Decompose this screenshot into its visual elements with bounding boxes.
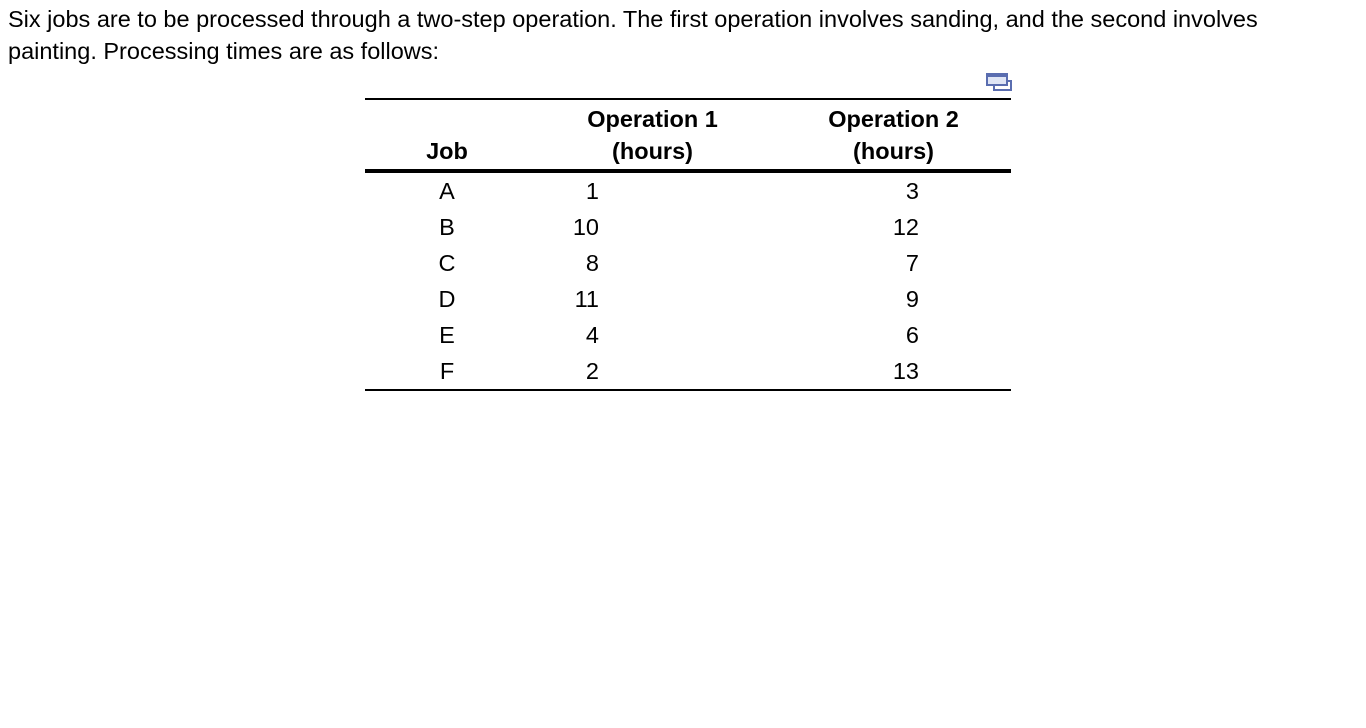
table-row: [365, 209, 1011, 245]
job-cell: B: [439, 214, 455, 240]
op2-value: 9: [905, 286, 919, 312]
problem-statement: Six jobs are to be processed through a two-step operation. The first operation involves sanding, and the second involves painting. Processing times are as follows:: [8, 6, 1258, 64]
op1-cell: [529, 353, 776, 390]
op1-cell: [529, 317, 776, 353]
popout-window-icon[interactable]: [985, 71, 1013, 93]
table-row: [365, 281, 1011, 317]
op1-cell: [529, 209, 776, 245]
job-cell: C: [438, 250, 456, 276]
header-job-label: Job: [426, 138, 468, 164]
op2-cell: [776, 281, 1011, 317]
op2-value: 3: [905, 178, 919, 204]
op2-cell: [776, 245, 1011, 281]
op1-value: 2: [585, 358, 599, 384]
op2-value: 6: [905, 322, 919, 348]
op1-cell: [529, 281, 776, 317]
op2-cell: [776, 353, 1011, 390]
job-cell: D: [438, 286, 456, 312]
header-operation-1: [529, 99, 776, 171]
table-row: [365, 171, 1011, 209]
op2-value: 7: [905, 250, 919, 276]
table-row: [365, 245, 1011, 281]
header-op2-line2: (hours): [853, 138, 934, 164]
header-operation-2: [776, 99, 1011, 171]
op1-value: 4: [585, 322, 599, 348]
header-job: [365, 99, 529, 171]
job-cell: F: [439, 358, 455, 384]
op1-cell: [529, 245, 776, 281]
op2-value: 12: [892, 214, 919, 240]
job-cell: E: [439, 322, 455, 348]
table-row: [365, 353, 1011, 390]
job-cell: A: [439, 178, 455, 204]
header-op1-line2: (hours): [612, 138, 693, 164]
op1-value: 11: [574, 286, 599, 312]
processing-times-table: [365, 98, 1011, 391]
table-row: [365, 317, 1011, 353]
op1-value: 8: [585, 250, 599, 276]
op1-value: 10: [572, 214, 599, 240]
header-op2-line1: Operation 2: [828, 106, 959, 132]
op1-value: 1: [585, 178, 599, 204]
popout-window-icon-graphic: [985, 71, 1013, 93]
op2-cell: [776, 171, 1011, 209]
op1-cell: [529, 171, 776, 209]
table-header-row: [365, 99, 1011, 171]
op2-cell: [776, 317, 1011, 353]
op2-cell: [776, 209, 1011, 245]
header-op1-line1: Operation 1: [587, 106, 718, 132]
op2-value: 13: [892, 358, 919, 384]
